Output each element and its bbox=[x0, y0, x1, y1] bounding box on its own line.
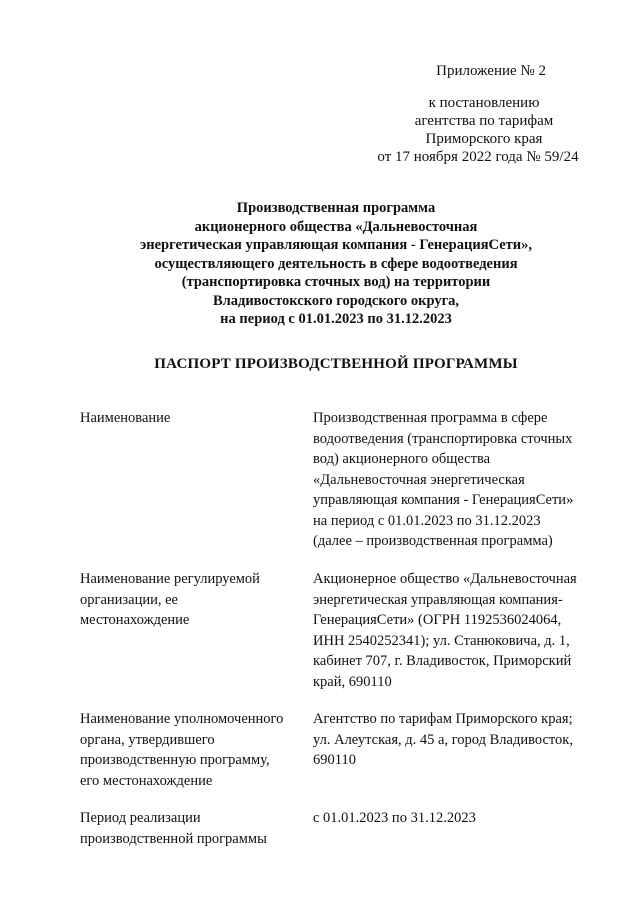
value-line: водоотведения (транспортировка сточных bbox=[313, 430, 573, 447]
title-line: Производственная программа bbox=[236, 200, 436, 216]
title-line: энергетическая управляющая компания - ГенерацияСети», bbox=[140, 237, 532, 253]
value-line: 690110 bbox=[313, 752, 356, 768]
appendix-line: Приморского края bbox=[425, 131, 543, 147]
value-line: Агентство по тарифам Приморского края; bbox=[313, 711, 573, 727]
appendix-line: к постановлению bbox=[428, 95, 540, 111]
passport-heading: ПАСПОРТ ПРОИЗВОДСТВЕННОЙ ПРОГРАММЫ bbox=[154, 356, 518, 372]
label-line: Наименование регулируемой bbox=[80, 571, 260, 587]
label-line: Наименование уполномоченного bbox=[80, 711, 284, 727]
value-line: край, 690110 bbox=[313, 673, 392, 690]
label-line: Наименование bbox=[80, 410, 171, 426]
row-value bbox=[313, 408, 603, 552]
value-line: управляющая компания - ГенерацияСети» bbox=[313, 492, 574, 508]
row-label bbox=[80, 709, 300, 791]
document-title bbox=[60, 199, 612, 329]
label-line: местонахождение bbox=[80, 612, 190, 628]
label-line: Период реализации bbox=[80, 810, 201, 826]
value-line: ул. Алеутская, д. 45 а, город Владивосток, bbox=[313, 731, 573, 748]
row-value bbox=[313, 709, 603, 771]
value-line: энергетическая управляющая компания- bbox=[313, 591, 563, 608]
row-label bbox=[80, 569, 300, 631]
value-line: (далее – производственная программа) bbox=[313, 533, 553, 549]
value-line: Производственная программа в сфере bbox=[313, 410, 548, 426]
title-line: (транспортировка сточных вод) на территории bbox=[181, 274, 491, 290]
label-line: производственную программу, bbox=[80, 752, 270, 768]
value-line: Акционерное общество «Дальневосточная bbox=[313, 571, 577, 587]
appendix-number: Приложение № 2 bbox=[436, 63, 546, 79]
value-line: на период с 01.01.2023 по 31.12.2023 bbox=[313, 512, 541, 529]
value-line: ИНН 2540252341); ул. Станюковича, д. 1, bbox=[313, 632, 570, 649]
row-label bbox=[80, 408, 300, 429]
value-line: кабинет 707, г. Владивосток, Приморский bbox=[313, 653, 572, 669]
label-line: производственной программы bbox=[80, 830, 267, 847]
value-line: вод) акционерного общества bbox=[313, 451, 491, 467]
row-value bbox=[313, 808, 603, 829]
value-line: с 01.01.2023 по 31.12.2023 bbox=[313, 810, 476, 826]
label-line: организации, ее bbox=[80, 591, 178, 608]
title-line: осуществляющего деятельность в сфере водоотведения bbox=[154, 255, 518, 272]
title-line: Владивостокского городского округа, bbox=[212, 292, 460, 309]
value-line: «Дальневосточная энергетическая bbox=[313, 471, 525, 488]
appendix-line: агентства по тарифам bbox=[414, 113, 554, 129]
title-line: акционерного общества «Дальневосточная bbox=[194, 218, 478, 235]
label-line: органа, утвердившего bbox=[80, 731, 215, 748]
title-line: на период с 01.01.2023 по 31.12.2023 bbox=[220, 311, 452, 327]
value-line: ГенерацияСети» (ОГРН 1192536024064, bbox=[313, 612, 562, 628]
appendix-line: от 17 ноября 2022 года № 59/24 bbox=[377, 149, 579, 165]
label-line: его местонахождение bbox=[80, 772, 213, 789]
row-label bbox=[80, 808, 300, 849]
appendix-block bbox=[368, 62, 588, 166]
row-value bbox=[313, 569, 603, 692]
